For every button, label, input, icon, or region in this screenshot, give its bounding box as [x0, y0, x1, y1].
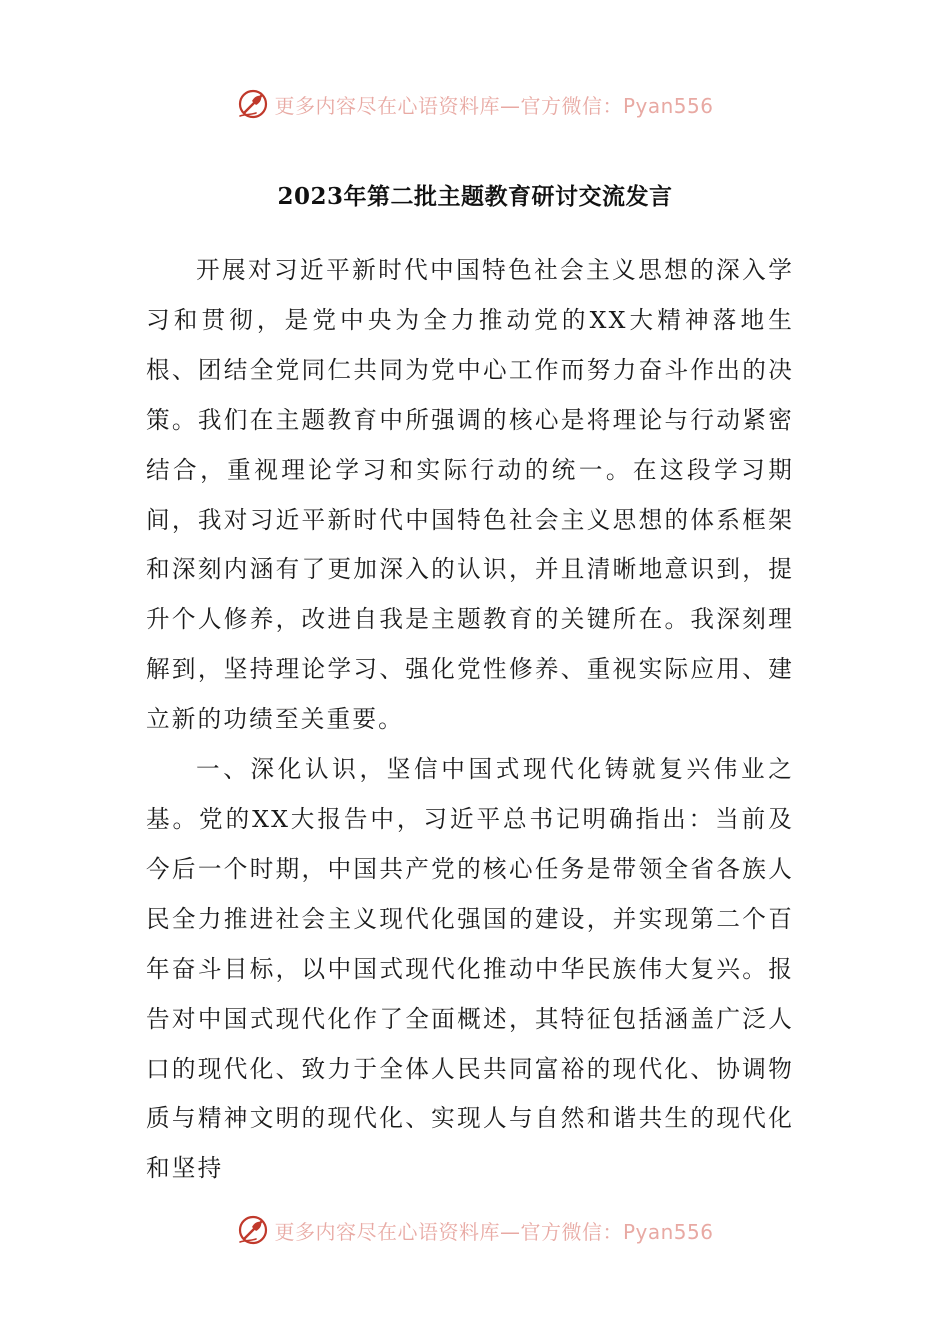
document-body: [146, 246, 794, 1194]
watermark-text: 更多内容尽在心语资料库—官方微信：Pyan556: [274, 93, 714, 118]
paragraph-intro: 开展对习近平新时代中国特色社会主义思想的深入学习和贯彻，是党中央为全力推动党的XX大精神落地生根、团结全党同仁共同为党中心工作而努力奋斗作出的决策。我们在主题教育中所强调的核心是将理论与行动紧密结合，重视理论学习和实际行动的统一。在这段学习期间，我对习近平新时代中国特色社会主义思想的体系框架和深刻内涵有了更加深入的认识，并且清晰地意识到，提升个人修养，改进自我是主题教育的关键所在。我深刻理解到，坚持理论学习、强化党性修养、重视实际应用、建立新的功绩至关重要。: [146, 256, 794, 734]
quill-logo-icon: [236, 1213, 270, 1247]
document-title: 2023年第二批主题教育研讨交流发言: [277, 183, 673, 210]
footer-watermark: [0, 1208, 950, 1252]
header-watermark: [0, 82, 950, 126]
quill-logo-icon: [236, 87, 270, 121]
paragraph-section-one: 一、深化认识，坚信中国式现代化铸就复兴伟业之基。党的XX大报告中，习近平总书记明确指出：当前及今后一个时期，中国共产党的核心任务是带领全省各族人民全力推进社会主义现代化强国的建设，并实现第二个百年奋斗目标，以中国式现代化推动中华民族伟大复兴。报告对中国式现代化作了全面概述，其特征包括涵盖广泛人口的现代化、致力于全体人民共同富裕的现代化、协调物质与精神文明的现代化、实现人与自然和谐共生的现代化和坚持: [146, 755, 794, 1183]
watermark-text: 更多内容尽在心语资料库—官方微信：Pyan556: [274, 1219, 714, 1244]
